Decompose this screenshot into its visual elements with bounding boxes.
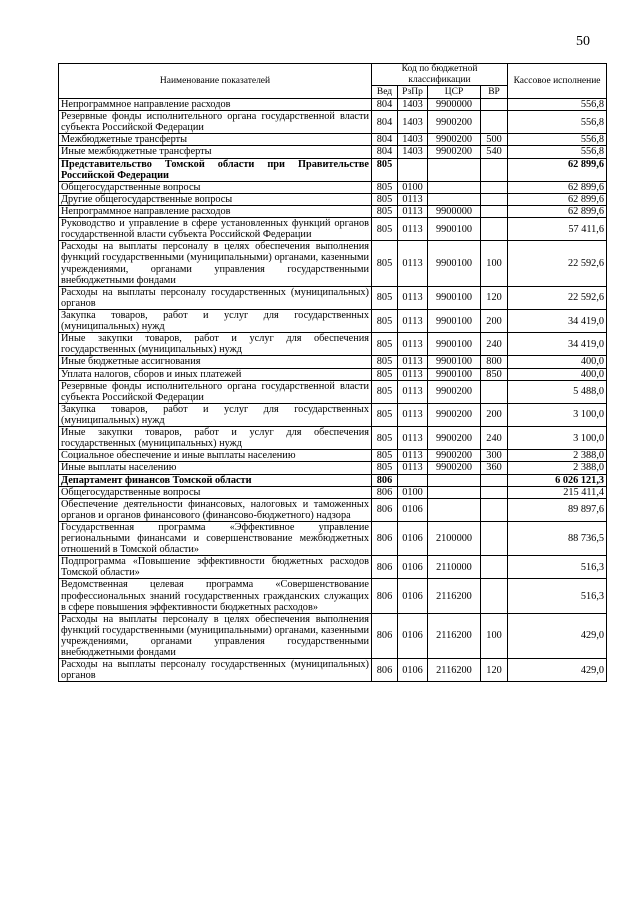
cell-name: Закупка товаров, работ и услуг для государственных (муниципальных) нужд — [59, 309, 372, 332]
cell-amount: 34 419,0 — [508, 333, 607, 356]
cell-name: Иные выплаты населению — [59, 462, 372, 474]
cell-csr: 2116200 — [428, 659, 481, 682]
cell-name: Иные закупки товаров, работ и услуг для обеспечения государственных (муниципальных) нужд — [59, 333, 372, 356]
table-row — [59, 556, 607, 579]
cell-rzpr: 0100 — [398, 181, 428, 193]
cell-csr — [428, 181, 481, 193]
table-row — [59, 99, 607, 111]
cell-csr: 9900100 — [428, 356, 481, 368]
table-row — [59, 286, 607, 309]
cell-amount: 3 100,0 — [508, 403, 607, 426]
table-row — [59, 380, 607, 403]
cell-amount: 516,3 — [508, 579, 607, 613]
header-rzpr: РзПр — [398, 86, 428, 99]
cell-ved: 805 — [372, 403, 398, 426]
cell-ved: 805 — [372, 241, 398, 286]
cell-csr: 2110000 — [428, 556, 481, 579]
cell-amount: 556,8 — [508, 146, 607, 158]
cell-name: Обеспечение деятельности финансовых, налоговых и таможенных органов и органов финансового (финансово-бюджетного) надзора — [59, 498, 372, 521]
cell-ved: 804 — [372, 111, 398, 134]
header-amount: Кассовое исполнение — [508, 64, 607, 99]
cell-ved: 805 — [372, 218, 398, 241]
cell-vr — [481, 158, 508, 181]
cell-name: Расходы на выплаты персоналу государственных (муниципальных) органов — [59, 286, 372, 309]
cell-amount: 22 592,6 — [508, 286, 607, 309]
cell-name: Руководство и управление в сфере установленных функций органов государственной власти субъекта Российской Федерации — [59, 218, 372, 241]
cell-vr — [481, 205, 508, 217]
cell-ved: 805 — [372, 427, 398, 450]
cell-name: Непрограммное направление расходов — [59, 99, 372, 111]
cell-ved: 806 — [372, 521, 398, 555]
cell-vr: 200 — [481, 403, 508, 426]
cell-rzpr: 0113 — [398, 356, 428, 368]
cell-amount: 62 899,6 — [508, 158, 607, 181]
cell-rzpr: 0113 — [398, 403, 428, 426]
cell-rzpr — [398, 474, 428, 486]
cell-rzpr: 0113 — [398, 450, 428, 462]
cell-csr — [428, 193, 481, 205]
cell-vr: 240 — [481, 333, 508, 356]
cell-rzpr: 1403 — [398, 146, 428, 158]
cell-ved: 805 — [372, 462, 398, 474]
table-row — [59, 146, 607, 158]
header-code-group: Код по бюджетной классификации — [372, 64, 508, 86]
cell-csr: 9900100 — [428, 333, 481, 356]
header-vr: ВР — [481, 86, 508, 99]
cell-rzpr: 0106 — [398, 556, 428, 579]
cell-rzpr: 1403 — [398, 99, 428, 111]
cell-csr: 9900100 — [428, 368, 481, 380]
cell-vr: 120 — [481, 286, 508, 309]
cell-name: Закупка товаров, работ и услуг для государственных (муниципальных) нужд — [59, 403, 372, 426]
cell-rzpr: 0113 — [398, 286, 428, 309]
cell-csr: 9900100 — [428, 241, 481, 286]
page-number: 50 — [576, 34, 590, 49]
cell-csr: 9900100 — [428, 218, 481, 241]
cell-name: Непрограммное направление расходов — [59, 205, 372, 217]
cell-rzpr: 0113 — [398, 368, 428, 380]
cell-ved: 806 — [372, 498, 398, 521]
cell-vr: 500 — [481, 134, 508, 146]
cell-vr: 200 — [481, 309, 508, 332]
table-row — [59, 134, 607, 146]
cell-name: Расходы на выплаты персоналу государственных (муниципальных) органов — [59, 659, 372, 682]
cell-ved: 806 — [372, 474, 398, 486]
cell-amount: 88 736,5 — [508, 521, 607, 555]
cell-vr — [481, 380, 508, 403]
header-name: Наименование показателей — [59, 64, 372, 99]
cell-name: Другие общегосударственные вопросы — [59, 193, 372, 205]
cell-rzpr: 0106 — [398, 498, 428, 521]
cell-rzpr: 0113 — [398, 205, 428, 217]
cell-amount: 556,8 — [508, 134, 607, 146]
cell-ved: 806 — [372, 556, 398, 579]
cell-ved: 805 — [372, 309, 398, 332]
cell-amount: 556,8 — [508, 99, 607, 111]
table-body — [59, 99, 607, 682]
cell-name: Представительство Томской области при Правительстве Российской Федерации — [59, 158, 372, 181]
cell-rzpr: 0113 — [398, 309, 428, 332]
table-row — [59, 613, 607, 658]
table-row — [59, 241, 607, 286]
cell-csr: 9900200 — [428, 462, 481, 474]
table-row — [59, 498, 607, 521]
cell-ved: 804 — [372, 146, 398, 158]
cell-vr — [481, 181, 508, 193]
cell-csr: 2116200 — [428, 579, 481, 613]
cell-csr — [428, 498, 481, 521]
cell-vr — [481, 498, 508, 521]
cell-amount: 62 899,6 — [508, 181, 607, 193]
cell-rzpr: 0113 — [398, 462, 428, 474]
cell-csr: 9900200 — [428, 380, 481, 403]
cell-rzpr: 0100 — [398, 486, 428, 498]
cell-vr — [481, 218, 508, 241]
table-row — [59, 579, 607, 613]
table-row — [59, 462, 607, 474]
table-row — [59, 193, 607, 205]
cell-rzpr: 0106 — [398, 579, 428, 613]
cell-ved: 804 — [372, 99, 398, 111]
cell-csr: 9900200 — [428, 146, 481, 158]
cell-amount: 215 411,4 — [508, 486, 607, 498]
table-row — [59, 474, 607, 486]
cell-vr — [481, 579, 508, 613]
table-row — [59, 427, 607, 450]
cell-vr: 800 — [481, 356, 508, 368]
cell-csr: 2116200 — [428, 613, 481, 658]
cell-amount: 400,0 — [508, 368, 607, 380]
table-row — [59, 521, 607, 555]
table-row — [59, 450, 607, 462]
cell-name: Межбюджетные трансферты — [59, 134, 372, 146]
cell-name: Уплата налогов, сборов и иных платежей — [59, 368, 372, 380]
cell-rzpr: 0113 — [398, 193, 428, 205]
cell-vr: 360 — [481, 462, 508, 474]
cell-vr — [481, 193, 508, 205]
cell-vr: 100 — [481, 613, 508, 658]
header-ved: Вед — [372, 86, 398, 99]
cell-amount: 5 488,0 — [508, 380, 607, 403]
cell-csr: 2100000 — [428, 521, 481, 555]
cell-name: Иные закупки товаров, работ и услуг для обеспечения государственных (муниципальных) нужд — [59, 427, 372, 450]
cell-amount: 3 100,0 — [508, 427, 607, 450]
cell-name: Общегосударственные вопросы — [59, 486, 372, 498]
cell-ved: 805 — [372, 205, 398, 217]
cell-ved: 805 — [372, 368, 398, 380]
cell-vr — [481, 474, 508, 486]
cell-csr: 9900000 — [428, 205, 481, 217]
cell-amount: 429,0 — [508, 659, 607, 682]
cell-name: Ведомственная целевая программа «Совершенствование профессиональных знаний государственных гражданских служащих в сфере повышения эффективности бюджетных расходов» — [59, 579, 372, 613]
table-row — [59, 356, 607, 368]
cell-rzpr: 0106 — [398, 659, 428, 682]
cell-csr: 9900100 — [428, 309, 481, 332]
cell-rzpr — [398, 158, 428, 181]
cell-csr: 9900200 — [428, 450, 481, 462]
table-row — [59, 205, 607, 217]
cell-ved: 805 — [372, 286, 398, 309]
table-row — [59, 486, 607, 498]
cell-rzpr: 0113 — [398, 218, 428, 241]
cell-csr — [428, 158, 481, 181]
cell-name: Расходы на выплаты персоналу в целях обеспечения выполнения функций государственными (муниципальными) органами, казенными учреждениями, органами управления государственными внебюджетными фондами — [59, 613, 372, 658]
cell-name: Расходы на выплаты персоналу в целях обеспечения выполнения функций государственными (муниципальными) органами, казенными учреждениями, органами управления государственными внебюджетными фондами — [59, 241, 372, 286]
cell-name: Резервные фонды исполнительного органа государственной власти субъекта Российской Федерации — [59, 380, 372, 403]
cell-ved: 805 — [372, 193, 398, 205]
table-row — [59, 218, 607, 241]
table-row — [59, 111, 607, 134]
cell-ved: 805 — [372, 333, 398, 356]
cell-vr: 240 — [481, 427, 508, 450]
cell-name: Департамент финансов Томской области — [59, 474, 372, 486]
cell-rzpr: 0113 — [398, 241, 428, 286]
cell-vr: 850 — [481, 368, 508, 380]
cell-vr — [481, 521, 508, 555]
cell-vr — [481, 111, 508, 134]
cell-csr: 9900200 — [428, 403, 481, 426]
cell-ved: 805 — [372, 181, 398, 193]
cell-vr: 540 — [481, 146, 508, 158]
cell-csr: 9900200 — [428, 134, 481, 146]
cell-vr: 300 — [481, 450, 508, 462]
cell-amount: 556,8 — [508, 111, 607, 134]
cell-vr — [481, 99, 508, 111]
header-csr: ЦСР — [428, 86, 481, 99]
table-row — [59, 158, 607, 181]
cell-ved: 805 — [372, 380, 398, 403]
cell-ved: 806 — [372, 579, 398, 613]
cell-ved: 805 — [372, 158, 398, 181]
cell-rzpr: 1403 — [398, 134, 428, 146]
cell-name: Иные бюджетные ассигнования — [59, 356, 372, 368]
cell-amount: 400,0 — [508, 356, 607, 368]
cell-ved: 806 — [372, 659, 398, 682]
cell-amount: 516,3 — [508, 556, 607, 579]
table-row — [59, 368, 607, 380]
cell-amount: 2 388,0 — [508, 450, 607, 462]
cell-name: Иные межбюджетные трансферты — [59, 146, 372, 158]
cell-name: Подпрограмма «Повышение эффективности бюджетных расходов Томской области» — [59, 556, 372, 579]
cell-rzpr: 0113 — [398, 380, 428, 403]
table-row — [59, 309, 607, 332]
cell-csr — [428, 474, 481, 486]
cell-amount: 22 592,6 — [508, 241, 607, 286]
cell-rzpr: 0113 — [398, 333, 428, 356]
cell-ved: 806 — [372, 613, 398, 658]
cell-amount: 62 899,6 — [508, 205, 607, 217]
cell-rzpr: 0106 — [398, 521, 428, 555]
cell-ved: 805 — [372, 450, 398, 462]
cell-amount: 62 899,6 — [508, 193, 607, 205]
cell-csr: 9900100 — [428, 286, 481, 309]
cell-ved: 804 — [372, 134, 398, 146]
cell-name: Государственная программа «Эффективное управление региональными финансами и совершенствование межбюджетных отношений в Томской области» — [59, 521, 372, 555]
cell-vr: 100 — [481, 241, 508, 286]
cell-csr: 9900000 — [428, 99, 481, 111]
cell-amount: 2 388,0 — [508, 462, 607, 474]
cell-name: Общегосударственные вопросы — [59, 181, 372, 193]
cell-amount: 429,0 — [508, 613, 607, 658]
cell-rzpr: 1403 — [398, 111, 428, 134]
table-row — [59, 403, 607, 426]
cell-rzpr: 0113 — [398, 427, 428, 450]
cell-name: Резервные фонды исполнительного органа государственной власти субъекта Российской Федерации — [59, 111, 372, 134]
cell-csr: 9900200 — [428, 427, 481, 450]
cell-name: Социальное обеспечение и иные выплаты населению — [59, 450, 372, 462]
table-row — [59, 333, 607, 356]
cell-amount: 57 411,6 — [508, 218, 607, 241]
cell-amount: 34 419,0 — [508, 309, 607, 332]
cell-ved: 805 — [372, 356, 398, 368]
budget-table — [58, 63, 607, 682]
cell-amount: 6 026 121,3 — [508, 474, 607, 486]
table-row — [59, 181, 607, 193]
cell-amount: 89 897,6 — [508, 498, 607, 521]
cell-ved: 806 — [372, 486, 398, 498]
cell-vr — [481, 556, 508, 579]
table-row — [59, 659, 607, 682]
cell-vr: 120 — [481, 659, 508, 682]
cell-rzpr: 0106 — [398, 613, 428, 658]
cell-vr — [481, 486, 508, 498]
cell-csr — [428, 486, 481, 498]
cell-csr: 9900200 — [428, 111, 481, 134]
